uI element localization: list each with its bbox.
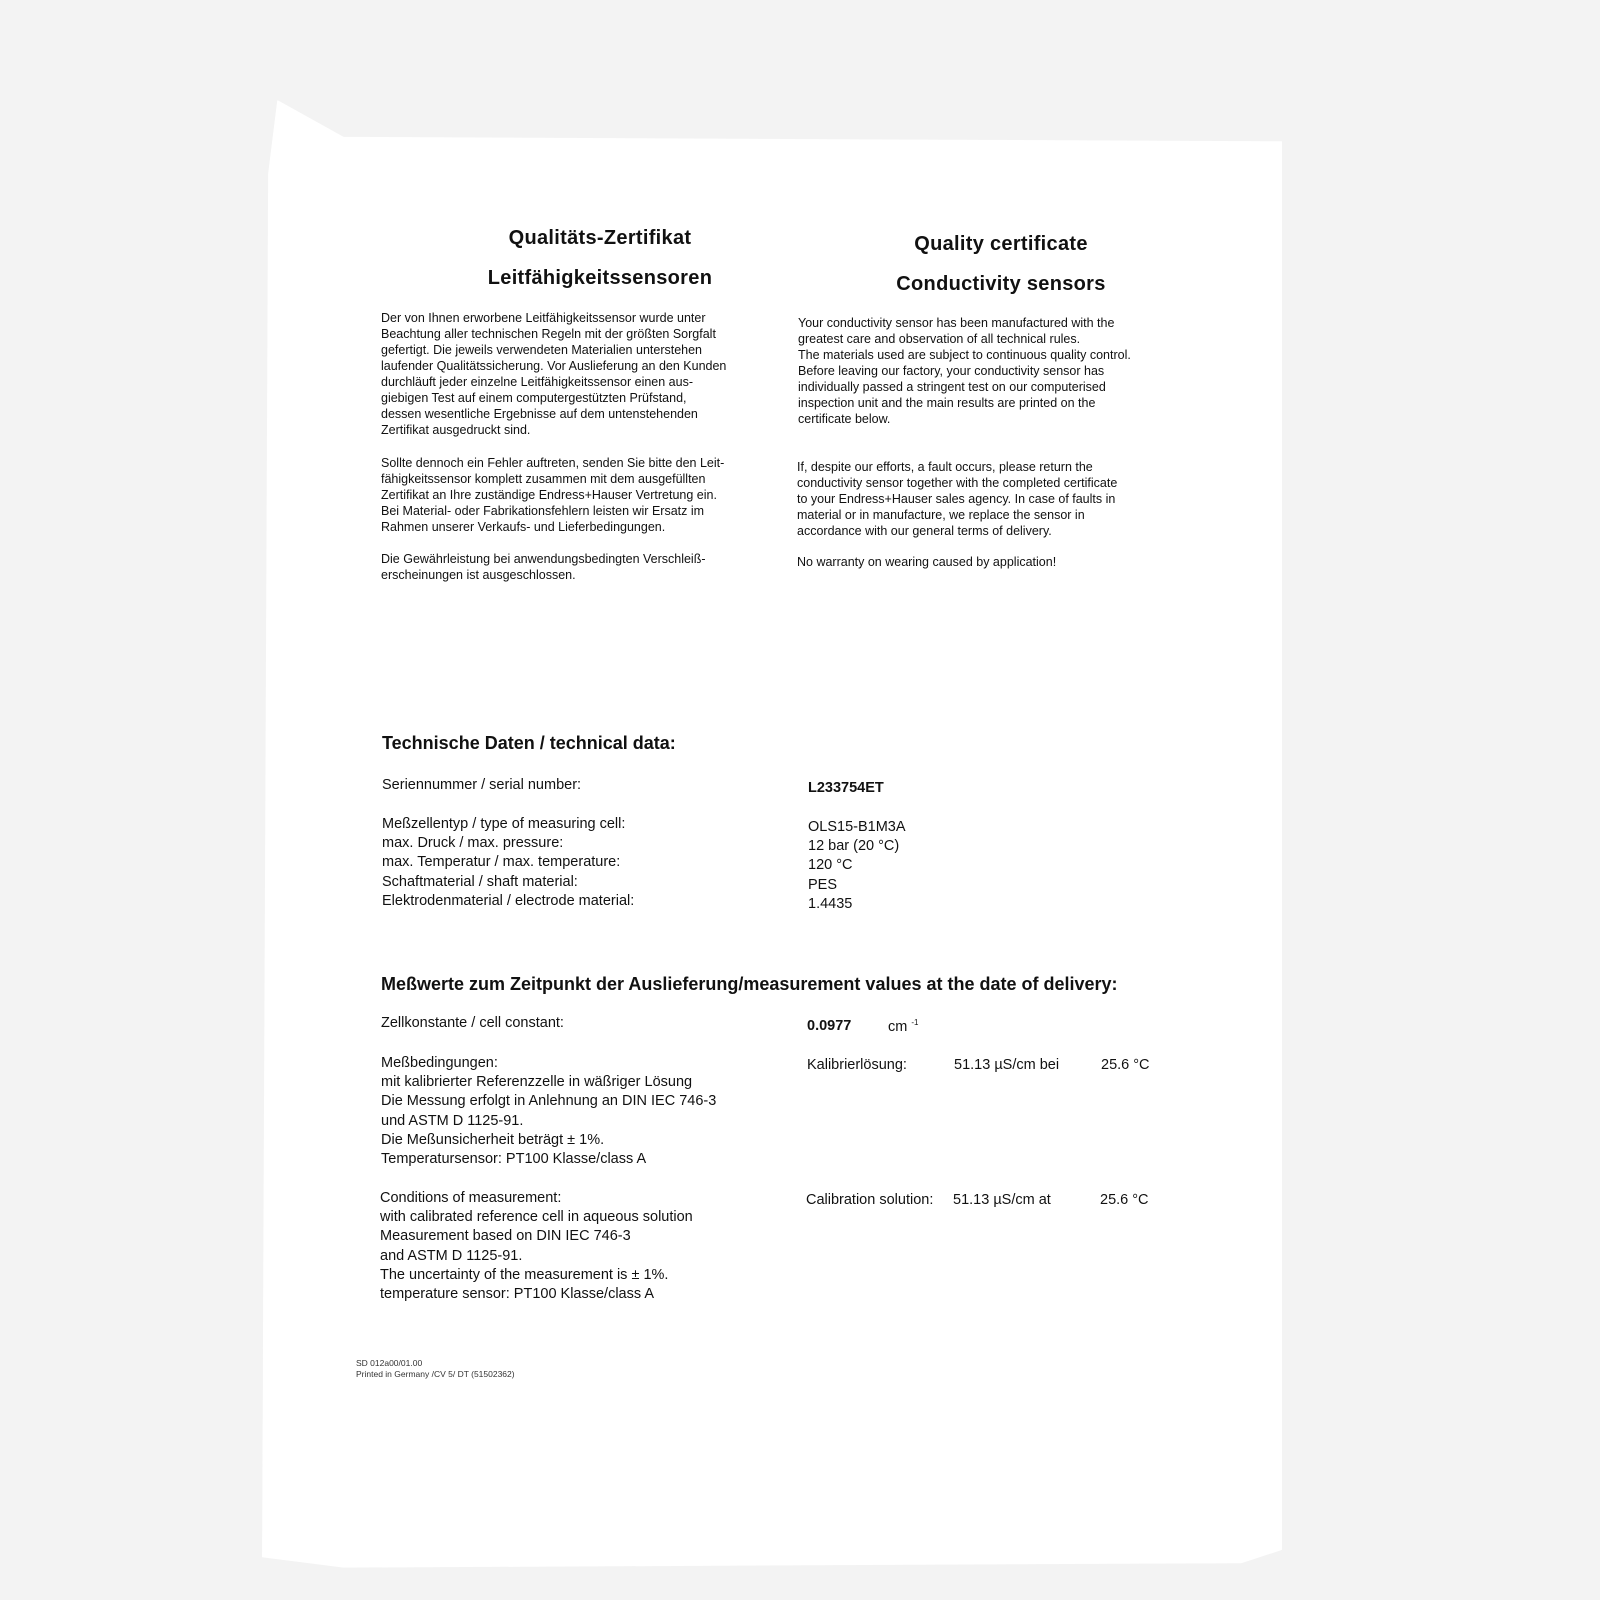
calibration-solution-label-de: Kalibrierlösung: (807, 1057, 907, 1073)
footer-print-info: SD 012a00/01.00 Printed in Germany /CV 5/ DT (51502362) (356, 1358, 515, 1379)
calibration-solution-label-en: Calibration solution: (806, 1192, 934, 1208)
cell-constant-value: 0.0977 (807, 1018, 852, 1034)
german-paragraph-2: Sollte dennoch ein Fehler auftreten, senden Sie bitte den Leit- fähigkeitssensor komplett zusammen mit dem ausgefüllten Zertifikat an Ihre zuständige Endress+Hauser Vertretung ein. Bei Material- oder Fabrikationsfehlern leisten wir Ersatz im Rahmen unserer Verkaufs- und Lieferbedingungen. (381, 456, 725, 534)
conditions-english: Conditions of measurement: with calibrated reference cell in aqueous solution Measurement based on DIN IEC 746-3 and ASTM D 1125-91. The uncertainty of the measurement is ± 1%. temperature sensor: PT100 Klasse/class A (380, 1190, 693, 1303)
english-title: Quality certificate (914, 233, 1088, 255)
calibration-temperature-en: 25.6 °C (1100, 1192, 1149, 1208)
cell-constant-label: Zellkonstante / cell constant: (381, 1015, 564, 1031)
english-paragraph-1: Your conductivity sensor has been manufactured with the greatest care and observation of all technical rules. The materials used are subject to continuous quality control. Before leaving our factory, your conductivity sensor has individually passed a stringent test on our computerised inspection unit and the main results are printed on the certificate below. (798, 316, 1131, 426)
conditions-german: Meßbedingungen: mit kalibrierter Referenzzelle in wäßriger Lösung Die Messung erfolgt in Anlehnung an DIN IEC 746-3 und ASTM D 1125-91. Die Meßunsicherheit beträgt ± 1%. Temperatursensor: PT100 Klasse/class A (381, 1055, 717, 1168)
calibration-solution-value-en: 51.13 µS/cm at (953, 1192, 1051, 1208)
german-title: Qualitäts-Zertifikat (508, 227, 692, 249)
german-paragraph-3: Die Gewährleistung bei anwendungsbedingten Verschleiß- erscheinungen ist ausgeschlossen. (381, 552, 706, 582)
technical-labels: Meßzellentyp / type of measuring cell: max. Druck / max. pressure: max. Temperatur / max. temperature: Schaftmaterial / shaft material: Elektrodenmaterial / electrode material: (382, 816, 635, 909)
serial-number-value: L233754ET (808, 780, 884, 796)
calibration-solution-value-de: 51.13 µS/cm bei (954, 1057, 1060, 1073)
english-subtitle: Conductivity sensors (896, 273, 1106, 295)
german-paragraph-1: Der von Ihnen erworbene Leitfähigkeitssensor wurde unter Beachtung aller technischen Regeln mit der größten Sorgfalt gefertigt. Die jeweils verwendeten Materialien unterstehen laufender Qualitätssicherung. Vor Auslieferung an den Kunden durchläuft jeder einzelne Leitfähigkeitssensor einen aus- giebigen Test auf einem computergestützten Prüfstand, dessen wesentliche Ergebnisse auf dem untenstehenden Zertifikat ausgedruckt sind. (381, 311, 727, 437)
measurement-heading: Meßwerte zum Zeitpunkt der Auslieferung/measurement values at the date of delivery: (381, 974, 1118, 994)
english-paragraph-2: If, despite our efforts, a fault occurs, please return the conductivity sensor together with the completed certificate to your Endress+Hauser sales agency. In case of faults in material or in manufacture, we replace the sensor in accordance with our general terms of delivery. (797, 460, 1118, 538)
technical-data-heading: Technische Daten / technical data: (382, 733, 676, 753)
cell-constant-unit: cm $^{-1}$ (888, 1018, 919, 1035)
technical-values: OLS15-B1M3A 12 bar (20 °C) 120 °C PES 1.4435 (808, 819, 906, 912)
calibration-temperature-de: 25.6 °C (1101, 1057, 1150, 1073)
serial-number-label: Seriennummer / serial number: (382, 777, 582, 793)
german-subtitle: Leitfähigkeitssensoren (487, 267, 713, 289)
english-paragraph-3: No warranty on wearing caused by application! (797, 555, 1057, 569)
